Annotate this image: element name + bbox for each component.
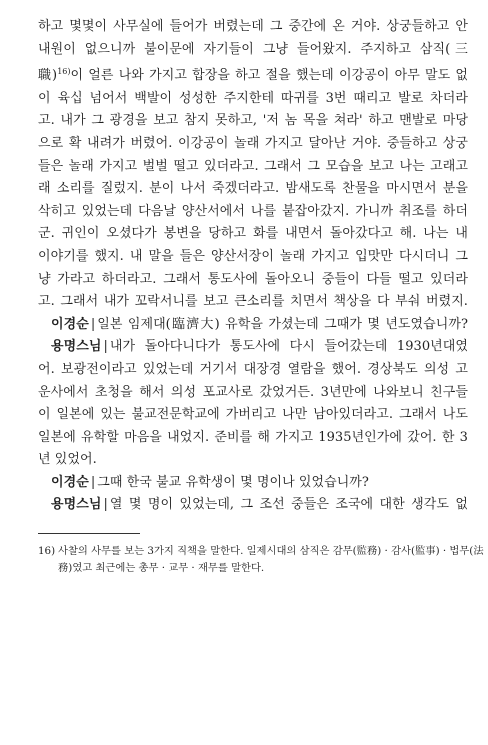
dialogue-line	[38, 472, 468, 495]
text-line: 래 소리를 질렀지. 분이 나서 죽겠더라고. 밤새도록 찬물을 마시면서 분을	[38, 181, 468, 197]
speaker-name: 이경순	[51, 474, 89, 490]
speaker-separator: |	[103, 339, 108, 355]
footnote-line	[38, 543, 484, 560]
speaker-separator: |	[90, 474, 96, 490]
dialogue-line	[38, 494, 468, 517]
text-line: 냥 가라고 하더라고. 그래서 통도사에 돌아오니 중들이 다들 떨고 있더라	[38, 271, 468, 287]
speaker-name: 용명스님	[51, 497, 102, 513]
text-line-prefix: 職)	[38, 68, 58, 84]
text-line: 고. 그래서 내가 꼬락서니를 보고 큰소리를 치면서 책상을 다 부숴 버렸지.	[38, 294, 468, 310]
dialogue-question-2	[38, 472, 468, 495]
text-line	[38, 61, 468, 88]
text-line: 내원이 없으니까 불이문에 자기들이 그냥 들어왔지. 주지하고 삼직(三	[38, 41, 468, 57]
dialogue-text: 그때 한국 불교 유학생이 몇 명이나 있었습니까?	[97, 474, 369, 490]
dialogue-line	[38, 336, 468, 359]
footnote	[38, 543, 484, 577]
text-line: 년 있었어.	[38, 452, 97, 468]
dialogue-text: 내가 돌아다니다가 통도사에 다시 들어갔는데 1930년대였	[109, 339, 468, 355]
footnote-number: 16)	[38, 545, 56, 558]
footnote-text: 사찰의 사무를 보는 3가지 직책을 말한다. 일제시대의 삼직은 감무(監務) · 감사(監事) · 법무(法	[58, 545, 484, 558]
speaker-name: 이경순	[51, 316, 89, 332]
dialogue-answer-2	[38, 494, 468, 517]
text-line: 이 육십 넘어서 백발이 성성한 주지한테 따귀를 3번 때리고 발로 차더라	[38, 90, 468, 106]
text-line: 어. 보광전이라고 있었는데 거기서 대장경 열람을 했어. 경상북도 의성 고	[38, 361, 468, 377]
speaker-name: 용명스님	[51, 339, 102, 355]
text-line: 이야기를 했지. 내 말을 들은 양산서장이 놀래 가지고 입맛만 다시더니 그	[38, 248, 468, 264]
text-line: 군. 귀인이 오셨다가 봉변을 당하고 화를 내면서 돌아갔다고 해. 나는 내	[38, 226, 468, 242]
dialogue-answer-1	[38, 336, 468, 472]
footnote-line: 務)였고 최근에는 총무 · 교무 · 재무를 말한다.	[58, 562, 265, 575]
dialogue-text: 일본 임제대(臨濟大) 유학을 가셨는데 그때가 몇 년도였습니까?	[97, 316, 468, 332]
speaker-separator: |	[103, 497, 108, 513]
footnote-ref: 16)	[57, 67, 71, 77]
text-line: 운사에서 초청을 해서 의성 포교사로 갔었거든. 3년만에 나와보니 친구들	[38, 384, 468, 400]
text-line: 삭히고 있었는데 다음날 양산서에서 나를 붙잡아갔지. 가니까 취조를 하더	[38, 203, 468, 219]
dialogue-text: 열 몇 명이 있었는데, 그 조선 중들은 조국에 대한 생각도 없	[109, 497, 468, 513]
dialogue-line	[38, 314, 468, 337]
dialogue-question-1	[38, 314, 468, 337]
footnote-divider	[38, 533, 140, 534]
document-page	[38, 16, 484, 577]
text-line: 하고 몇몇이 사무실에 들어가 버렸는데 그 중간에 온 거야. 상궁들하고 안	[38, 19, 468, 34]
text-line: 으로 확 내려가 버렸어. 이강공이 놀래 가지고 달아난 거야. 중들하고 상궁	[38, 135, 468, 151]
text-line: 고. 내가 그 광경을 보고 참지 못하고, '저 놈 목을 쳐라' 하고 맨발로 마당	[38, 113, 468, 129]
text-line-rest: 이 얼른 나와 가지고 합장을 하고 절을 했는데 이강공이 아무 말도 없	[70, 68, 469, 84]
speaker-separator: |	[90, 316, 96, 332]
text-line: 일본에 유학할 마음을 내었지. 준비를 해 가지고 1935년인가에 갔어. 한 3	[38, 429, 468, 445]
text-line: 들은 놀래 가지고 벌벌 떨고 있더라고. 그래서 그 모습을 보고 나는 고래고	[38, 158, 468, 174]
text-line: 이 일본에 있는 불교전문학교에 가버리고 나만 남아있더라고. 그래서 나도	[38, 407, 468, 423]
body-paragraph	[38, 16, 468, 314]
